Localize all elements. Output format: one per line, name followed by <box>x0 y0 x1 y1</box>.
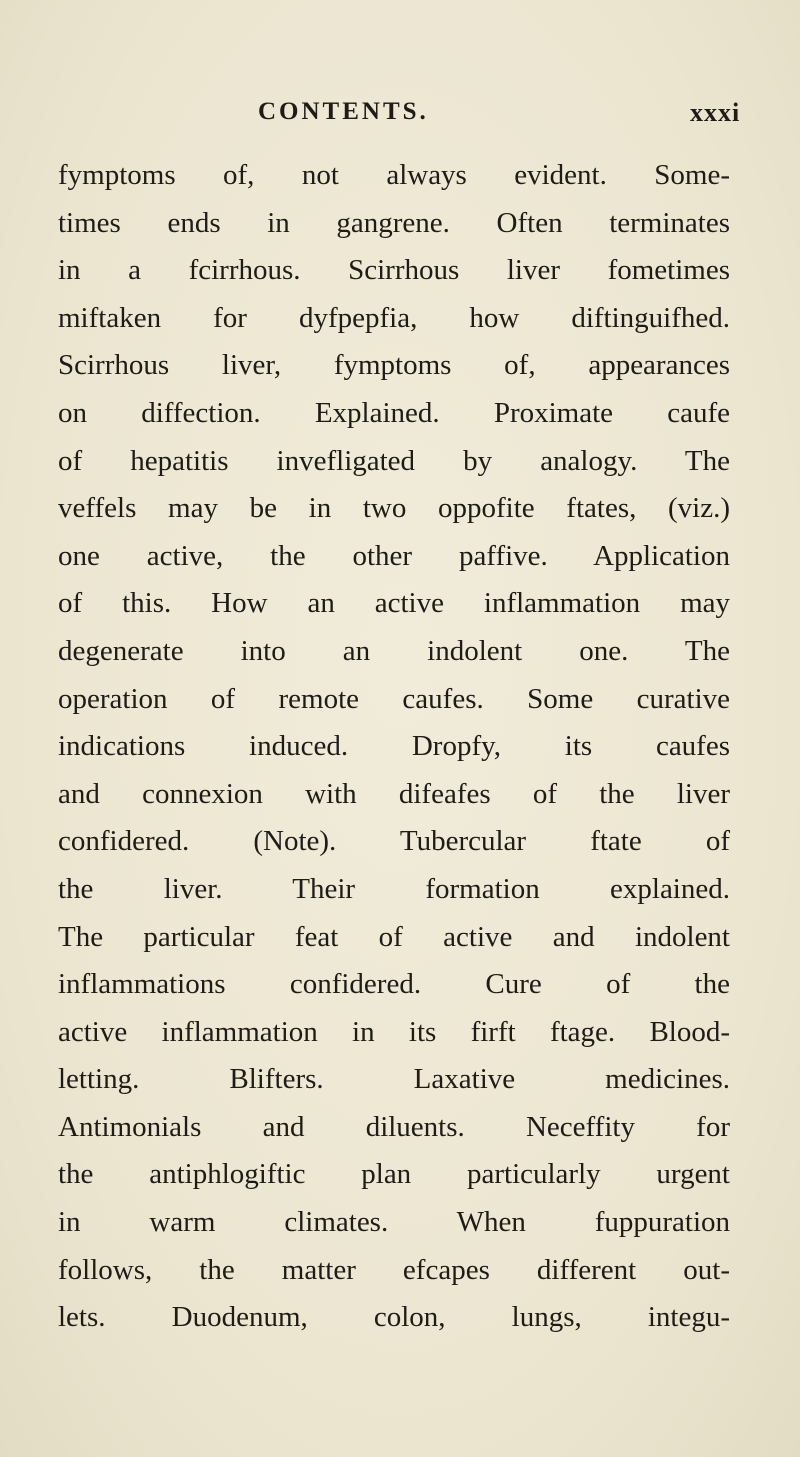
text-line: times ends in gangrene. Often terminates <box>58 206 730 239</box>
contents-text <box>58 152 730 1342</box>
text-line: confidered. (Note). Tubercular ftate of <box>58 825 730 858</box>
text-line: veffels may be in two oppofite ftates, (viz.) <box>58 492 730 525</box>
text-line: fymptoms of, not always evident. Some- <box>58 159 730 191</box>
text-line: one active, the other paffive. Application <box>58 539 730 572</box>
text-line: Antimonials and diluents. Neceffity for <box>58 1110 730 1143</box>
text-line: lets. Duodenum, colon, lungs, integu- <box>58 1301 730 1334</box>
text-line: follows, the matter efcapes different out- <box>58 1253 730 1286</box>
text-line: in warm climates. When fuppuration <box>58 1206 730 1239</box>
text-line: in a fcirrhous. Scirrhous liver fometimes <box>58 254 730 287</box>
text-line: and connexion with difeafes of the liver <box>58 777 730 810</box>
text-line: indications induced. Dropfy, its caufes <box>58 730 730 763</box>
text-line: The particular feat of active and indolent <box>58 920 730 953</box>
text-line: on diffection. Explained. Proximate caufe <box>58 396 730 429</box>
running-title: CONTENTS. <box>258 98 429 125</box>
text-line: of hepatitis invefligated by analogy. The <box>58 444 730 477</box>
text-line: the antiphlogiftic plan particularly urgent <box>58 1158 730 1191</box>
text-line: Scirrhous liver, fymptoms of, appearances <box>58 349 730 382</box>
text-line: operation of remote caufes. Some curative <box>58 682 730 715</box>
page-header <box>0 98 800 138</box>
text-line: active inflammation in its firft ftage. Blood- <box>58 1015 730 1048</box>
text-line: the liver. Their formation explained. <box>58 872 730 905</box>
text-line: degenerate into an indolent one. The <box>58 634 730 667</box>
page-number: xxxi <box>690 98 741 127</box>
text-line: of this. How an active inflammation may <box>58 587 730 620</box>
text-line: letting. Blifters. Laxative medicines. <box>58 1063 730 1096</box>
text-line: inflammations confidered. Cure of the <box>58 968 730 1001</box>
text-line: miftaken for dyfpepfia, how diftinguifhed. <box>58 301 730 334</box>
